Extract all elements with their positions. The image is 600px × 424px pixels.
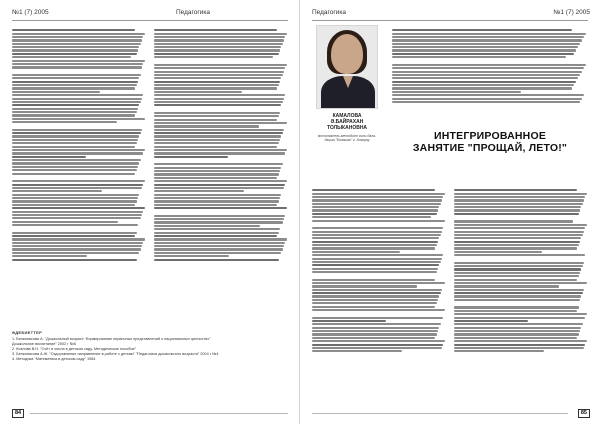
text-line xyxy=(392,36,584,38)
text-line xyxy=(154,259,279,261)
text-line xyxy=(154,71,284,73)
text-line xyxy=(454,275,579,277)
text-line xyxy=(154,139,280,141)
text-line xyxy=(154,94,285,96)
text-line xyxy=(154,194,281,196)
text-line xyxy=(154,200,279,202)
text-line xyxy=(392,64,586,66)
text-line xyxy=(312,292,441,294)
text-line xyxy=(312,264,439,266)
text-line xyxy=(12,77,139,79)
text-line xyxy=(12,139,138,141)
text-line xyxy=(312,258,442,260)
text-line xyxy=(312,320,386,322)
bibliography-item: Дошкольное воспитание" 2002 г №6 xyxy=(12,342,76,346)
text-line xyxy=(454,347,584,349)
text-line xyxy=(12,66,142,68)
paragraph-gap xyxy=(392,60,588,63)
text-line xyxy=(154,132,283,134)
text-line xyxy=(454,265,583,267)
paragraph-gap xyxy=(312,223,446,226)
text-line xyxy=(154,184,285,186)
body-column-2 xyxy=(454,188,588,354)
text-line xyxy=(454,203,583,205)
text-line xyxy=(392,77,578,79)
paragraph-gap xyxy=(154,211,288,214)
bibliography-heading: ӘДЕБИЕТТЕР xyxy=(12,330,43,335)
text-line xyxy=(312,347,442,349)
text-line xyxy=(454,193,587,195)
text-line xyxy=(312,244,437,246)
text-line xyxy=(312,251,400,253)
text-line xyxy=(154,207,287,209)
text-line xyxy=(12,214,142,216)
text-line xyxy=(154,218,284,220)
text-line xyxy=(12,173,135,175)
text-line xyxy=(392,84,574,86)
paragraph-gap xyxy=(12,227,146,230)
author-photo xyxy=(316,25,378,109)
text-line xyxy=(312,237,439,239)
text-line xyxy=(12,53,137,55)
text-line xyxy=(312,247,435,249)
text-line xyxy=(12,156,86,158)
text-line xyxy=(454,268,581,270)
text-line xyxy=(154,125,259,127)
bibliography xyxy=(12,330,288,362)
text-line xyxy=(392,39,582,41)
text-line xyxy=(154,146,277,148)
text-line xyxy=(154,252,281,254)
text-line xyxy=(12,194,139,196)
text-line xyxy=(12,187,142,189)
text-line xyxy=(12,211,143,213)
text-line xyxy=(312,289,442,291)
text-line xyxy=(12,129,142,131)
text-line xyxy=(154,135,281,137)
text-line xyxy=(12,197,138,199)
author-name: Ә.БАЙРАХАН xyxy=(330,119,364,125)
text-line xyxy=(312,306,435,308)
bibliography-item: 1. Белкинасова А. "Дошкольный возраст: Формирование первичных представлений о национальных ценностях" xyxy=(12,337,211,341)
text-line xyxy=(312,203,441,205)
text-line xyxy=(312,227,443,229)
text-line xyxy=(12,190,102,192)
text-line xyxy=(12,142,137,144)
text-line xyxy=(154,152,285,154)
text-line xyxy=(12,146,135,148)
text-line xyxy=(154,87,277,89)
text-line xyxy=(454,231,584,233)
author-affiliation: воспитатель-методист ясли-бала-бақша "Болашак" г. Атырау xyxy=(317,134,377,143)
footer-rule xyxy=(312,413,568,414)
text-line xyxy=(12,149,145,151)
article-title-line: ЗАНЯТИЕ "ПРОЩАЙ, ЛЕТО!" xyxy=(412,142,568,154)
text-line xyxy=(312,337,435,339)
text-line xyxy=(454,220,573,222)
text-line xyxy=(454,330,580,332)
text-line xyxy=(154,232,279,234)
author-block xyxy=(316,113,378,143)
text-line xyxy=(454,310,577,312)
section-title: Педагогика xyxy=(312,9,346,16)
text-line xyxy=(312,317,443,319)
paragraph-gap xyxy=(154,108,288,111)
text-line xyxy=(12,94,143,96)
text-line xyxy=(154,255,229,257)
text-line xyxy=(312,220,445,222)
text-line xyxy=(154,115,279,117)
text-line xyxy=(454,350,544,352)
text-line xyxy=(12,60,145,62)
text-line xyxy=(12,121,117,123)
text-line xyxy=(12,33,145,35)
text-line xyxy=(392,56,566,58)
text-line xyxy=(454,344,585,346)
article-title xyxy=(392,130,588,154)
text-line xyxy=(312,216,431,218)
text-line xyxy=(154,187,284,189)
text-line xyxy=(154,104,281,106)
author-name: КАМАЛОВА xyxy=(332,113,362,119)
text-line xyxy=(12,132,141,134)
text-line xyxy=(12,46,139,48)
text-line xyxy=(154,225,260,227)
paragraph-gap xyxy=(12,125,146,128)
text-line xyxy=(454,254,585,256)
text-line xyxy=(12,111,137,113)
text-line xyxy=(454,234,583,236)
text-line xyxy=(454,262,584,264)
text-line xyxy=(312,271,437,273)
text-line xyxy=(454,313,587,315)
text-line xyxy=(312,234,441,236)
bibliography-item: 4. Методика "Математика в детском саду" 1984 xyxy=(12,357,96,361)
text-line xyxy=(312,299,438,301)
text-line xyxy=(454,244,579,246)
text-line xyxy=(392,49,576,51)
text-line xyxy=(12,98,142,100)
text-line xyxy=(154,56,273,58)
text-line xyxy=(454,295,581,297)
text-line xyxy=(154,67,285,69)
text-line xyxy=(312,193,445,195)
bibliography-item: 2. Козлова В.Н. "Счёт и числа в детском саду. Методическое пособие" xyxy=(12,347,137,351)
text-line xyxy=(12,114,135,116)
text-line xyxy=(392,67,584,69)
article-title-line: ИНТЕГРИРОВАННОЕ xyxy=(433,130,547,142)
paragraph-gap xyxy=(454,302,588,305)
text-line xyxy=(154,170,280,172)
text-line xyxy=(154,204,277,206)
text-line xyxy=(454,251,542,253)
paragraph-gap xyxy=(454,258,588,261)
text-line xyxy=(154,190,244,192)
text-line xyxy=(154,156,228,158)
paragraph-gap xyxy=(154,60,288,63)
text-line xyxy=(454,333,579,335)
text-line xyxy=(312,261,441,263)
text-line xyxy=(312,254,443,256)
text-line xyxy=(12,36,143,38)
text-line xyxy=(312,295,439,297)
text-line xyxy=(154,119,277,121)
text-line xyxy=(154,36,285,38)
text-line xyxy=(312,330,438,332)
text-line xyxy=(12,159,141,161)
text-line xyxy=(454,327,581,329)
text-line xyxy=(392,87,572,89)
text-line xyxy=(454,206,581,208)
paragraph-gap xyxy=(154,159,288,162)
text-line xyxy=(312,302,437,304)
text-line xyxy=(154,81,280,83)
text-line xyxy=(154,64,287,66)
header-rule xyxy=(12,20,288,21)
text-line xyxy=(454,189,577,191)
text-line xyxy=(312,344,443,346)
text-line xyxy=(154,173,279,175)
text-line xyxy=(12,248,141,250)
text-line xyxy=(12,91,100,93)
text-line xyxy=(154,197,280,199)
header-rule xyxy=(312,20,588,21)
text-line xyxy=(12,49,138,51)
paragraph-gap xyxy=(454,216,588,219)
text-line xyxy=(12,200,137,202)
text-line xyxy=(454,224,587,226)
text-line xyxy=(312,282,445,284)
text-line xyxy=(154,33,287,35)
body-column-2 xyxy=(154,28,288,262)
text-line xyxy=(454,279,577,281)
paragraph-gap xyxy=(312,274,446,277)
text-line xyxy=(312,309,445,311)
text-line xyxy=(12,74,141,76)
paragraph-gap xyxy=(12,176,146,179)
text-line xyxy=(12,104,139,106)
body-column-1 xyxy=(12,28,146,262)
text-line xyxy=(454,241,580,243)
text-line xyxy=(312,340,445,342)
text-line xyxy=(154,98,284,100)
text-line xyxy=(154,238,287,240)
intro-text xyxy=(392,28,588,104)
text-line xyxy=(154,43,283,45)
text-line xyxy=(154,122,287,124)
text-line xyxy=(454,237,581,239)
text-line xyxy=(312,189,435,191)
text-line xyxy=(12,217,141,219)
text-line xyxy=(454,323,583,325)
text-line xyxy=(312,279,435,281)
bibliography-item: 3. Белкинасова А.Ж. "Оздоровление направление в работе с детьми" "Педагогика дошкольного возраста" 2004 г №4 xyxy=(12,352,219,356)
text-line xyxy=(454,213,579,215)
text-line xyxy=(454,227,585,229)
text-line xyxy=(154,29,277,31)
text-line xyxy=(312,231,442,233)
text-line xyxy=(12,235,135,237)
text-line xyxy=(312,241,438,243)
text-line xyxy=(454,317,585,319)
text-line xyxy=(154,149,287,151)
text-line xyxy=(12,259,137,261)
text-line xyxy=(12,180,145,182)
text-line xyxy=(392,81,576,83)
text-line xyxy=(12,242,143,244)
text-line xyxy=(392,101,580,103)
text-line xyxy=(392,91,521,93)
text-line xyxy=(12,87,135,89)
text-line xyxy=(454,320,528,322)
author-name: ТОЛЫКАНОВНА xyxy=(326,125,368,131)
text-line xyxy=(454,337,577,339)
text-line xyxy=(392,98,582,100)
text-line xyxy=(12,39,142,41)
text-line xyxy=(454,247,577,249)
text-line xyxy=(12,56,131,58)
text-line xyxy=(12,63,143,65)
text-line xyxy=(312,196,443,198)
text-line xyxy=(12,101,141,103)
text-line xyxy=(12,245,142,247)
text-line xyxy=(12,204,135,206)
text-line xyxy=(154,167,281,169)
text-line xyxy=(312,323,441,325)
text-line xyxy=(12,207,145,209)
text-line xyxy=(392,74,580,76)
text-line xyxy=(154,235,277,237)
body-column-1 xyxy=(312,188,446,354)
text-line xyxy=(312,206,439,208)
text-line xyxy=(312,327,439,329)
paragraph-gap xyxy=(12,70,146,73)
text-line xyxy=(154,142,279,144)
section-title: Педагогика xyxy=(176,9,210,16)
text-line xyxy=(392,53,574,55)
text-line xyxy=(154,177,277,179)
text-line xyxy=(392,33,586,35)
text-line xyxy=(12,162,139,164)
text-line xyxy=(12,43,141,45)
text-line xyxy=(392,29,572,31)
text-line xyxy=(154,242,285,244)
text-line xyxy=(154,180,287,182)
text-line xyxy=(154,215,285,217)
right-page xyxy=(300,0,600,424)
text-line xyxy=(392,94,584,96)
text-line xyxy=(154,39,284,41)
text-line xyxy=(454,285,559,287)
text-line xyxy=(12,29,135,31)
text-line xyxy=(12,152,143,154)
text-line xyxy=(454,272,580,274)
text-line xyxy=(454,289,584,291)
text-line xyxy=(312,333,437,335)
text-line xyxy=(312,213,437,215)
text-line xyxy=(454,196,585,198)
text-line xyxy=(454,299,580,301)
text-line xyxy=(12,166,138,168)
text-line xyxy=(454,199,584,201)
text-line xyxy=(154,46,281,48)
text-line xyxy=(12,238,145,240)
text-line xyxy=(12,84,137,86)
text-line xyxy=(154,74,283,76)
issue-number: №1 (7) 2005 xyxy=(12,9,49,16)
text-line xyxy=(12,221,118,223)
text-line xyxy=(12,252,139,254)
text-line xyxy=(312,268,438,270)
page-number: 84 xyxy=(12,409,24,418)
text-line xyxy=(154,112,280,114)
text-line xyxy=(454,209,580,211)
text-line xyxy=(12,169,137,171)
text-line xyxy=(454,306,579,308)
text-line xyxy=(154,129,284,131)
text-line xyxy=(12,184,143,186)
text-line xyxy=(154,77,281,79)
issue-number: №1 (7) 2005 xyxy=(553,9,590,16)
text-line xyxy=(154,91,242,93)
text-line xyxy=(154,228,280,230)
text-line xyxy=(12,108,138,110)
text-line xyxy=(312,209,438,211)
text-line xyxy=(12,224,138,226)
text-line xyxy=(392,43,580,45)
text-line xyxy=(12,232,137,234)
text-line xyxy=(154,163,283,165)
footer-rule xyxy=(30,413,288,414)
text-line xyxy=(12,81,138,83)
text-line xyxy=(12,255,87,257)
text-line xyxy=(454,340,587,342)
text-line xyxy=(454,282,587,284)
text-line xyxy=(154,221,283,223)
text-line xyxy=(154,245,284,247)
text-line xyxy=(312,350,402,352)
text-line xyxy=(154,84,279,86)
text-line xyxy=(392,71,582,73)
text-line xyxy=(312,285,417,287)
text-line xyxy=(154,53,279,55)
text-line xyxy=(392,46,578,48)
text-line xyxy=(154,49,280,51)
paragraph-gap xyxy=(312,312,446,315)
text-line xyxy=(154,101,283,103)
text-line xyxy=(12,135,139,137)
text-line xyxy=(312,199,442,201)
text-line xyxy=(12,118,145,120)
page-number: 85 xyxy=(578,409,590,418)
text-line xyxy=(154,248,283,250)
text-line xyxy=(454,292,583,294)
